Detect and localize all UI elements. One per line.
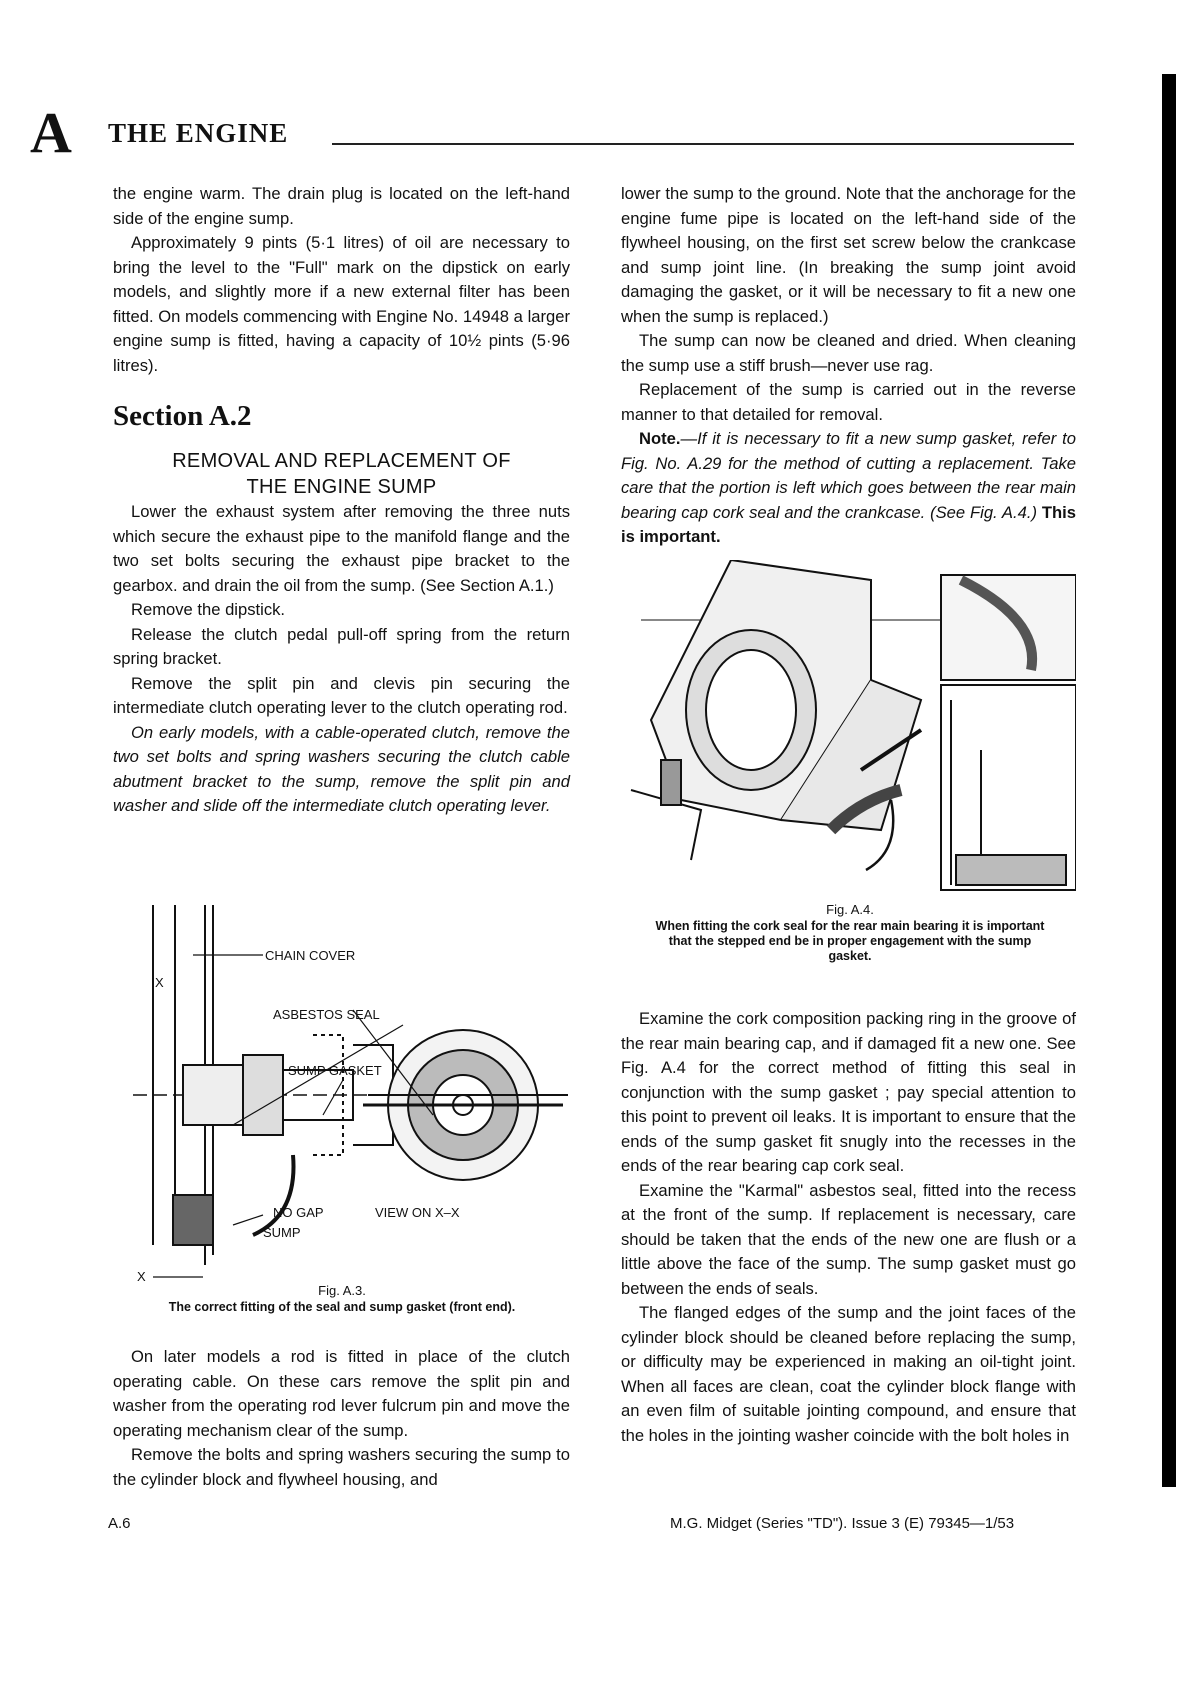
left-column-body: [113, 500, 570, 819]
right-column-top: [621, 182, 1076, 550]
label-sump-gasket: SUMP GASKET: [288, 1063, 382, 1078]
paragraph: Lower the exhaust system after removing the three nuts which secure the exhaust pipe to the manifold flange and the two set bolts securing the exhaust pipe bracket to the gearbox. and drain the oil from the sump. (See Section A.1.): [113, 502, 570, 595]
subtitle-line-1: REMOVAL AND REPLACEMENT OF: [172, 450, 511, 472]
section-subtitle: [113, 448, 570, 500]
paragraph: The flanged edges of the sump and the joint faces of the cylinder block should be cleaned before replacing the sump, or difficulty may be experienced in making an oil-tight joint. When all faces are clean, coat the cylinder block flange with an even film of suitable jointing compound, and ensure that the holes in the jointing washer coincide with the bolt holes in: [621, 1303, 1076, 1445]
label-asbestos-seal: ASBESTOS SEAL: [273, 1007, 380, 1022]
chapter-letter: A: [30, 100, 72, 165]
label-chain-cover: CHAIN COVER: [265, 948, 356, 963]
paragraph: Remove the bolts and spring washers securing the sump to the cylinder block and flywheel housing, and: [113, 1445, 570, 1489]
label-view-xx: VIEW ON X–X: [375, 1205, 460, 1220]
note-paragraph: [621, 427, 1076, 550]
subtitle-line-2: THE ENGINE SUMP: [246, 476, 437, 498]
left-column-bottom: [113, 1345, 570, 1492]
paragraph: Remove the dipstick.: [131, 600, 286, 619]
paragraph: Remove the split pin and clevis pin securing the intermediate clutch operating lever to the clutch operating rod.: [113, 673, 570, 717]
figure-a3-caption: [148, 1283, 536, 1315]
chapter-title: THE ENGINE: [108, 118, 289, 148]
figure-a3-seal-diagram: [113, 905, 568, 1285]
label-x-top: X: [155, 975, 164, 990]
page-number: A.6: [108, 1515, 131, 1532]
paragraph: The sump can now be cleaned and dried. When cleaning the sump use a stiff brush—never use rag.: [621, 331, 1076, 375]
note-text: —If it is necessary to fit a new sump gasket, refer to Fig. No. A.29 for the method of cutting a replacement. Take care that the portion is left which goes between the rear main bearing cap cork seal and the crankcase. (See Fig. A.4.): [621, 429, 1076, 522]
label-no-gap: NO GAP: [273, 1205, 324, 1220]
right-column-bottom: [621, 1007, 1076, 1448]
paragraph: the engine warm. The drain plug is located on the left-hand side of the engine sump.: [113, 184, 570, 228]
page-edge-bar: [1162, 74, 1176, 1487]
footer-info: M.G. Midget (Series "TD"). Issue 3 (E) 79345—1/53: [670, 1515, 1015, 1532]
paragraph: lower the sump to the ground. Note that the anchorage for the engine fume pipe is located on the left-hand side of the flywheel housing, on the first set screw below the crankcase and sump joint line. (In breaking the sump joint avoid damaging the gasket, or it will be necessary to fit a new one when the sump is replaced.): [621, 184, 1076, 326]
header-rule: [332, 143, 1074, 145]
section-title: Section A.2: [113, 400, 252, 432]
paragraph: On later models a rod is fitted in place of the clutch operating cable. On these cars remove the split pin and washer from the operating rod lever fulcrum pin and move the operating mechanism clear of the sump.: [113, 1347, 570, 1440]
figure-a4-cork-seal-photo: [621, 560, 1076, 895]
left-column-intro: [113, 182, 570, 378]
figure-a3-caption-text: The correct fitting of the seal and sump gasket (front end).: [168, 1300, 516, 1314]
label-x-bottom: X: [137, 1269, 146, 1284]
note-label: Note.: [639, 429, 681, 448]
figure-a4-caption: [655, 902, 1045, 964]
figure-a4-number: Fig. A.4.: [826, 902, 874, 917]
paragraph: Release the clutch pedal pull-off spring from the return spring bracket.: [113, 624, 570, 668]
figure-a3-number: Fig. A.3.: [318, 1283, 366, 1298]
paragraph: Examine the "Karmal" asbestos seal, fitted into the recess at the front of the sump. If replacement is necessary, care should be taken that the ends of the new one are flush or a little above the face of the sump. The sump gasket must go between the ends of seals.: [621, 1180, 1076, 1298]
label-sump: SUMP: [263, 1225, 301, 1240]
paragraph: Approximately 9 pints (5·1 litres) of oil are necessary to bring the level to the "Full" mark on the dipstick on early models, and slightly more if a new external filter has been fitted. On models commencing with Engine No. 14948 a larger engine sump is fitted, having a capacity of 10½ pints (5·96 litres).: [113, 233, 570, 375]
paragraph: On early models, with a cable-operated clutch, remove the two set bolts and spring washers securing the clutch cable abutment bracket to the sump, remove the split pin and washer and slide off the intermediate clutch operating lever.: [113, 722, 570, 815]
figure-a4-caption-text: When fitting the cork seal for the rear main bearing it is important that the stepped end be in proper engagement with the sump gasket.: [655, 919, 1045, 963]
paragraph: Examine the cork composition packing ring in the groove of the rear main bearing cap, and if damaged fit a new one. See Fig. A.4 for the correct method of fitting this seal in conjunction with the sump gasket ; pay special attention to this point to prevent oil leaks. It is important to ensure that the ends of the sump gasket fit snugly into the recesses in the ends of the rear bearing cap cork seal.: [621, 1009, 1076, 1175]
paragraph: Replacement of the sump is carried out in the reverse manner to that detailed for removal.: [621, 380, 1076, 424]
note-emphasis: This is important.: [621, 502, 1076, 546]
